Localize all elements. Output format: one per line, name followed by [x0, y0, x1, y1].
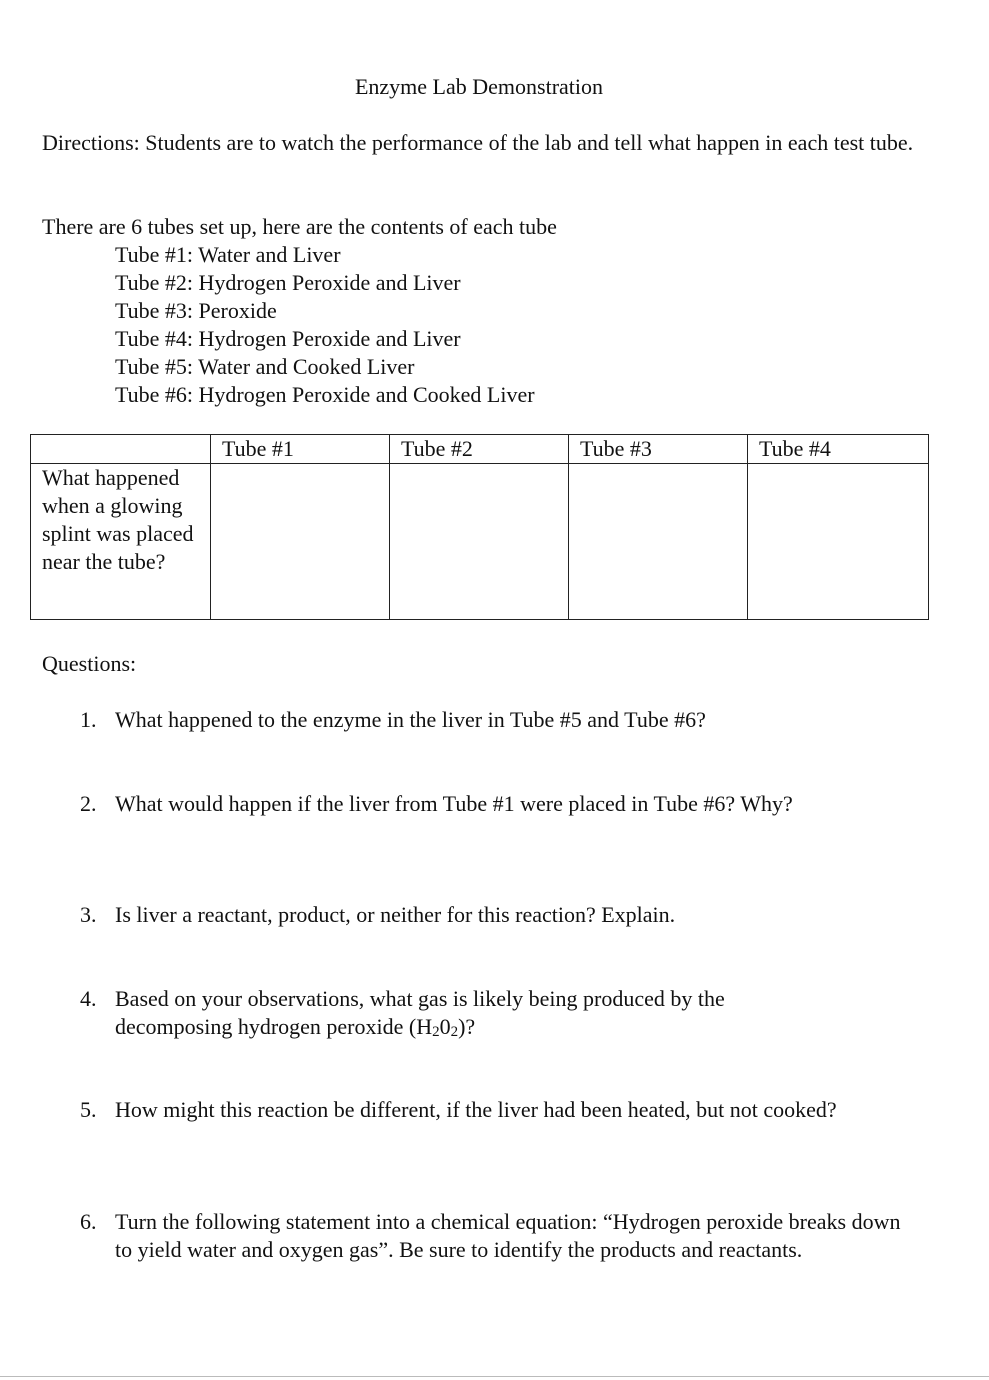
- page-bottom-rule: [0, 1376, 989, 1377]
- question-number: 1.: [80, 707, 97, 732]
- table-header-tube-3: Tube #3: [569, 435, 748, 464]
- table-header-tube-4: Tube #4: [748, 435, 929, 464]
- formula-prefix: decomposing hydrogen peroxide (H: [115, 1014, 433, 1039]
- table-corner-cell: [31, 435, 211, 464]
- question-text: How might this reaction be different, if the liver had been heated, but not cooked?: [115, 1097, 837, 1122]
- table-row: [31, 464, 929, 620]
- answer-cell-tube-2[interactable]: [390, 464, 569, 620]
- formula-subscript: 2: [450, 1024, 459, 1040]
- question-text: Turn the following statement into a chemical equation: “Hydrogen peroxide breaks down to yield water and oxygen gas”. Be sure to identify the products and reactants.: [115, 1209, 901, 1262]
- tube-item-1: Tube #1: Water and Liver: [115, 242, 341, 267]
- tube-contents-list: [115, 241, 535, 409]
- formula-middle: 0: [439, 1014, 451, 1039]
- tube-item-2: Tube #2: Hydrogen Peroxide and Liver: [115, 270, 461, 295]
- observation-table: [30, 434, 929, 620]
- tube-item-6: Tube #6: Hydrogen Peroxide and Cooked Liver: [115, 382, 535, 407]
- answer-cell-tube-1[interactable]: [211, 464, 390, 620]
- answer-cell-tube-3[interactable]: [569, 464, 748, 620]
- tube-item-5: Tube #5: Water and Cooked Liver: [115, 354, 415, 379]
- question-number: 5.: [80, 1097, 97, 1122]
- question-text: What happened to the enzyme in the liver in Tube #5 and Tube #6?: [115, 707, 706, 732]
- question-number: 4.: [80, 986, 97, 1011]
- question-number: 3.: [80, 902, 97, 927]
- tube-item-3: Tube #3: Peroxide: [115, 298, 277, 323]
- question-number: 2.: [80, 791, 97, 816]
- question-text: [115, 985, 920, 1041]
- formula-suffix: )?: [458, 1014, 476, 1039]
- question-number: 6.: [80, 1209, 97, 1234]
- table-header-row: [31, 435, 929, 464]
- tube-item-4: Tube #4: Hydrogen Peroxide and Liver: [115, 326, 461, 351]
- tubes-intro: There are 6 tubes set up, here are the contents of each tube: [42, 214, 557, 239]
- question-text-line-1: Based on your observations, what gas is likely being produced by the: [115, 986, 725, 1011]
- question-text-line-2: [115, 1014, 475, 1039]
- answer-cell-tube-4[interactable]: [748, 464, 929, 620]
- directions-text: Directions: Students are to watch the performance of the lab and tell what happen in each test tube.: [42, 130, 914, 155]
- table-header-tube-2: Tube #2: [390, 435, 569, 464]
- questions-heading: Questions:: [42, 651, 137, 676]
- table-row-label: What happened when a glowing splint was placed near the tube?: [31, 464, 211, 620]
- table-header-tube-1: Tube #1: [211, 435, 390, 464]
- question-text: Is liver a reactant, product, or neither for this reaction? Explain.: [115, 902, 676, 927]
- page-title: Enzyme Lab Demonstration: [354, 74, 604, 99]
- question-text: What would happen if the liver from Tube #1 were placed in Tube #6? Why?: [115, 791, 793, 816]
- formula-subscript: 2: [432, 1024, 440, 1040]
